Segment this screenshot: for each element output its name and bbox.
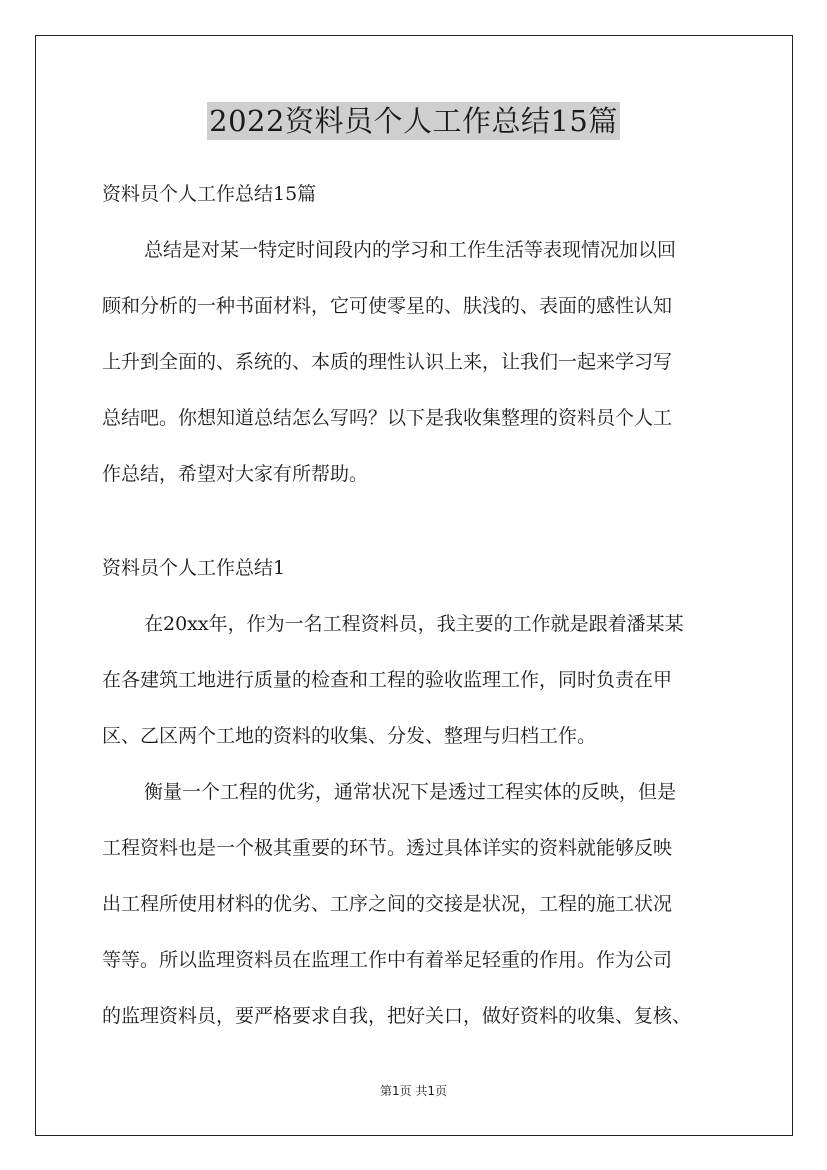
- intro-line: 总结吧。你想知道总结怎么写吗？以下是我收集整理的资料员个人工: [102, 407, 673, 429]
- intro-line: 总结是对某一特定时间段内的学习和工作生活等表现情况加以回: [144, 239, 677, 261]
- intro-line: 顾和分析的一种书面材料，它可使零星的、肤浅的、表面的感性认知: [102, 295, 673, 317]
- para2-line: 出工程所使用材料的优劣、工序之间的交接是状况，工程的施工状况: [102, 893, 673, 915]
- section-heading: 资料员个人工作总结1: [102, 557, 286, 579]
- intro-line: 作总结，希望对大家有所帮助。: [102, 463, 369, 485]
- intro-line: 上升到全面的、系统的、本质的理性认识上来，让我们一起来学习写: [102, 351, 673, 373]
- para1-line: 在各建筑工地进行质量的检查和工程的验收监理工作，同时负责在甲: [102, 669, 673, 691]
- para2-line: 的监理资料员，要严格要求自我，把好关口，做好资料的收集、复核、: [102, 1005, 692, 1027]
- para2-line: 等等。所以监理资料员在监理工作中有着举足轻重的作用。作为公司: [102, 949, 673, 971]
- page-footer: 第1页 共1页: [379, 1084, 448, 1098]
- para1-line: 在20xx年，作为一名工程资料员，我主要的工作就是跟着潘某某: [144, 613, 684, 635]
- para2-line: 工程资料也是一个极其重要的环节。透过具体详实的资料就能够反映: [102, 837, 673, 859]
- para1-line: 区、乙区两个工地的资料的收集、分发、整理与归档工作。: [102, 725, 597, 747]
- title-container: [0, 102, 827, 140]
- subtitle: 资料员个人工作总结15篇: [102, 183, 317, 205]
- document-body: [102, 176, 732, 1034]
- document-title: 2022资料员个人工作总结15篇: [209, 104, 618, 138]
- para2-line: 衡量一个工程的优劣，通常状况下是透过工程实体的反映，但是: [144, 781, 677, 803]
